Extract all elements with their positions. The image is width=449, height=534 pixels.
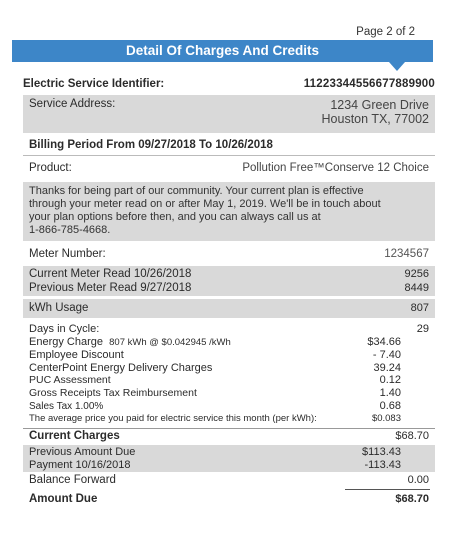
- current-charges-value: $68.70: [395, 430, 429, 442]
- billing-period: Billing Period From 09/27/2018 To 10/26/2018: [29, 139, 273, 151]
- balance-forward-value: 0.00: [407, 474, 429, 486]
- discount-label: Employee Discount: [29, 349, 124, 362]
- discount-value: - 7.40: [372, 349, 401, 362]
- kwh-label: kWh Usage: [29, 302, 89, 314]
- current-read-label: Current Meter Read 10/26/2018: [29, 268, 192, 280]
- header-notch: [389, 62, 405, 71]
- current-charges-row: [23, 428, 435, 444]
- charges-list: [23, 323, 435, 426]
- current-charges-label: Current Charges: [29, 430, 120, 442]
- kwh-value: 807: [410, 302, 429, 314]
- page-number: Page 2 of 2: [356, 26, 415, 38]
- balance-forward-label: Balance Forward: [29, 474, 116, 486]
- current-read-value: 9256: [404, 268, 429, 280]
- delivery-value: 39.24: [373, 361, 401, 374]
- service-address-line2: Houston TX, 77002: [321, 112, 429, 126]
- days-label: Days in Cycle:: [29, 323, 100, 335]
- balance-forward-row: [23, 474, 435, 488]
- previous-amount-label: Previous Amount Due: [29, 446, 136, 458]
- gross-receipts-label: Gross Receipts Tax Reimbursement: [29, 386, 197, 399]
- sales-tax-value: 0.68: [379, 399, 401, 412]
- energy-charge-value: $34.66: [367, 335, 401, 348]
- service-address-row: [23, 95, 435, 133]
- previous-payment: [23, 445, 435, 472]
- sales-tax-label: Sales Tax 1.00%: [29, 400, 104, 412]
- notice-line-1: Thanks for being part of our community. Your current plan is effective: [29, 185, 364, 197]
- previous-read-value: 8449: [404, 282, 429, 294]
- notice-line-3: your plan options before then, and you can always call us at: [29, 211, 321, 223]
- notice-line-4: 1-866-785-4668.: [29, 224, 111, 236]
- energy-charge-detail: 807 kWh @ $0.042945 /kWh: [109, 336, 231, 348]
- previous-amount-value: $113.43: [362, 446, 401, 458]
- balance-underline: [345, 489, 430, 490]
- esi-value: 11223344556677889900: [303, 78, 435, 90]
- plan-notice: [23, 182, 435, 241]
- previous-read-label: Previous Meter Read 9/27/2018: [29, 282, 192, 294]
- amount-due-label: Amount Due: [29, 493, 98, 505]
- esi-label: Electric Service Identifier:: [23, 78, 165, 90]
- meter-number-row: [23, 248, 435, 262]
- meter-number-label: Meter Number:: [29, 248, 106, 260]
- product-label: Product:: [29, 162, 72, 174]
- average-price-label: The average price you paid for electric service this month (per kWh):: [29, 413, 317, 425]
- meter-number-value: 1234567: [384, 248, 429, 260]
- delivery-label: CenterPoint Energy Delivery Charges: [29, 361, 213, 374]
- service-address-label: Service Address:: [29, 98, 116, 110]
- service-address-line1: 1234 Green Drive: [330, 98, 429, 112]
- product-value: Pollution Free™Conserve 12 Choice: [242, 162, 429, 174]
- billing-period-row: [23, 134, 435, 156]
- section-header: Detail Of Charges And Credits: [12, 40, 433, 62]
- average-price-value: $0.083: [371, 413, 401, 425]
- puc-label: PUC Assessment: [29, 374, 111, 387]
- energy-charge-label: Energy Charge: [29, 335, 103, 348]
- kwh-usage-row: [23, 299, 435, 318]
- amount-due-row: [23, 491, 435, 507]
- amount-due-value: $68.70: [395, 493, 429, 505]
- meter-reads: [23, 266, 435, 296]
- puc-value: 0.12: [379, 374, 401, 387]
- days-value: 29: [416, 323, 429, 335]
- notice-line-2: through your meter read on or after May 1, 2019. We'll be in touch about: [29, 198, 381, 210]
- payment-label: Payment 10/16/2018: [29, 458, 131, 471]
- product-row: [23, 162, 435, 178]
- payment-value: -113.43: [364, 458, 401, 471]
- esi-row: [23, 78, 435, 92]
- gross-receipts-value: 1.40: [379, 386, 401, 399]
